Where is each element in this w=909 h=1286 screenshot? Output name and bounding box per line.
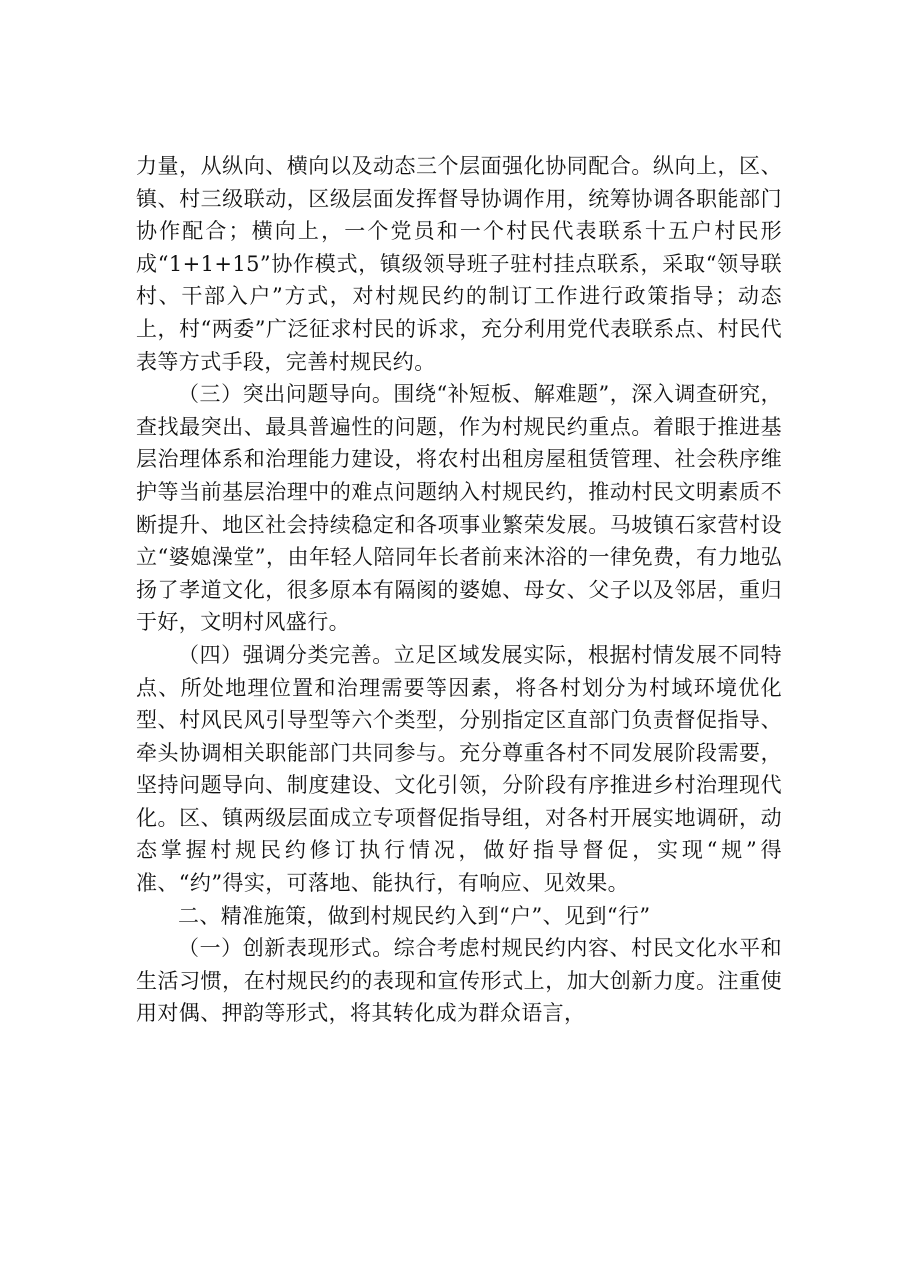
paragraph-continuation: 力量，从纵向、横向以及动态三个层面强化协同配合。纵向上，区、镇、村三级联动，区级层面发挥督导协调作用，统筹协调各职能部门协作配合；横向上，一个党员和一个村民代表联系十五户村民形成“1+1+15”协作模式，镇级领导班子驻村挂点联系，采取“领导联村、干部入户”方式，对村规民约的制订工作进行政策指导；动态上，村“两委”广泛征求村民的诉求，充分利用党代表联系点、村民代表等方式手段，完善村规民约。 xyxy=(136,154,782,374)
paragraph-part-2-section-1: （一）创新表现形式。综合考虑村规民约内容、村民文化水平和生活习惯，在村规民约的表现和宣传形式上，加大创新力度。注重使用对偶、押韵等形式，将其转化成为群众语言， xyxy=(136,936,782,1026)
document-body xyxy=(136,150,782,1030)
heading-part-2: 二、精准施策，做到村规民约入到“户”、见到“行” xyxy=(178,903,651,928)
paragraph-section-3: （三）突出问题导向。围绕“补短板、解难题”，深入调查研究，查找最突出、最具普遍性的问题，作为村规民约重点。着眼于推进基层治理体系和治理能力建设，将农村出租房屋租赁管理、社会秩序维护等当前基层治理中的难点问题纳入村规民约，推动村民文明素质不断提升、地区社会持续稳定和各项事业繁荣发展。马坡镇石家营村设立“婆媳澡堂”，由年轻人陪同年长者前来沐浴的一律免费，有力地弘扬了孝道文化，很多原本有隔阂的婆媳、母女、父子以及邻居，重归于好，文明村风盛行。 xyxy=(136,382,782,635)
paragraph-section-4: （四）强调分类完善。立足区域发展实际，根据村情发展不同特点、所处地理位置和治理需要等因素，将各村划分为村域环境优化型、村风民风引导型等六个类型，分别指定区直部门负责督促指导、牵头协调相关职能部门共同参与。充分尊重各村不同发展阶段需要，坚持问题导向、制度建设、文化引领，分阶段有序推进乡村治理现代化。区、镇两级层面成立专项督促指导组，对各村开展实地调研，动态掌握村规民约修订执行情况，做好指导督促，实现“规”得准、“约”得实，可落地、能执行，有响应、见效果。 xyxy=(136,642,782,896)
